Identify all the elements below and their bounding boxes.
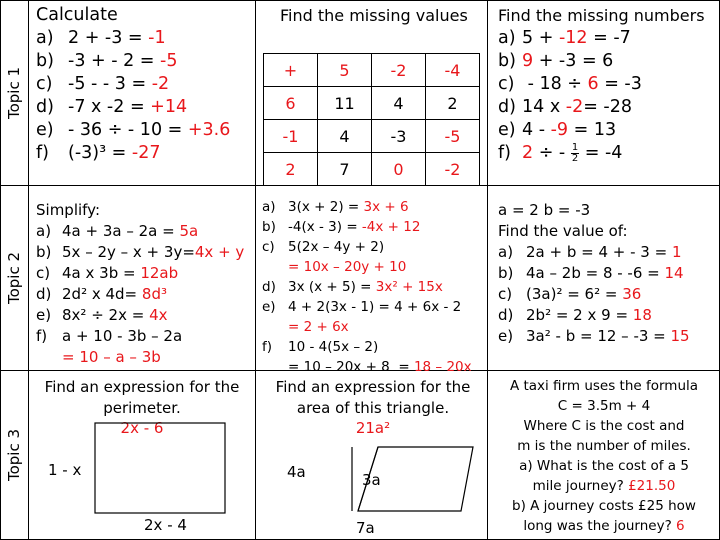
item-question: (3a)² = 6² = (526, 285, 623, 303)
taxi-text: a) What is the cost of a 5 (519, 458, 689, 474)
item-question: 5(2x – 4y + 2) (288, 239, 385, 255)
item-question: 8x² ÷ 2x = (62, 306, 150, 324)
table-cell: 11 (318, 87, 372, 120)
table-cell: -1 (264, 120, 318, 153)
item-label: b) (262, 219, 276, 235)
item-label: f) (498, 143, 511, 163)
item-answer: -2 (151, 74, 170, 94)
item-question: 3x (x + 5) = (288, 279, 376, 295)
item-label: e) (498, 327, 514, 345)
taxi-line (490, 396, 718, 416)
parallelogram-bottom-label: 7a (356, 519, 375, 537)
taxi-text: Where C is the cost and (523, 418, 685, 434)
table-cell: -4 (426, 54, 480, 87)
item-question: 3(x + 2) = (288, 199, 364, 215)
taxi-answer: £21.50 (628, 478, 676, 494)
item-question: - 36 ÷ - 10 = (68, 120, 188, 140)
item-label: f) (262, 339, 273, 355)
rectangle-side-label: 1 - x (48, 461, 82, 479)
item-label: b) (36, 243, 52, 261)
item-question: -3 + - 2 = (68, 51, 161, 71)
item-label: c) (498, 74, 515, 94)
item-label: d) (262, 279, 276, 295)
parallelogram-height-label: 3a (362, 471, 381, 489)
item-question: 10 - 4(5x – 2) (288, 339, 379, 355)
taxi-text: C = 3.5m + 4 (557, 398, 651, 414)
item-answer: 18 (632, 306, 652, 324)
taxi-text: long was the journey? (523, 518, 677, 534)
item-label: f) (36, 327, 48, 345)
item-answer: 5a (179, 222, 199, 240)
item-part: = 13 (568, 120, 617, 140)
table-cell: 4 (372, 87, 426, 120)
item-answer: 3x² + 15x (375, 279, 443, 295)
item-question: 4 + 2(3x - 1) = 4 + 6x - 2 (288, 299, 462, 315)
item-question: 4a – 2b = 8 - -6 = (526, 264, 665, 282)
fraction-denominator: 2 (571, 152, 579, 164)
taxi-text: m is the number of miles. (517, 438, 691, 454)
item-part: ÷ - (533, 143, 571, 163)
item-question: 4a + 3a – 2a = (62, 222, 180, 240)
item-question: = 10 – 20x + 8 = (288, 359, 414, 375)
item-label: a) (36, 28, 54, 48)
item-label: c) (36, 264, 51, 282)
item-answer: 14 (664, 264, 684, 282)
item-part: 4 - (522, 120, 551, 140)
item-answer: 1 (671, 243, 682, 261)
item-answer: -27 (131, 143, 161, 163)
item-question: 3a² - b = 12 – -3 = (526, 327, 671, 345)
table-cell: 6 (264, 87, 318, 120)
item-label: d) (36, 285, 52, 303)
item-answer: 8d³ (141, 285, 167, 303)
item-answer: -1 (148, 28, 166, 48)
table-cell: -2 (426, 153, 480, 186)
row-label-topic-1: Topic 1 (5, 66, 24, 119)
item-answer: 18 – 20x (413, 359, 472, 375)
item-question: 2 + -3 = (68, 28, 149, 48)
missing-values-title: Find the missing values (280, 6, 468, 25)
item-question: 5x – 2y – x + 3y= (62, 243, 195, 261)
item-question: 2a + b = 4 + - 3 = (526, 243, 672, 261)
item-label: c) (36, 74, 53, 94)
taxi-question (490, 376, 718, 536)
item-question: a + 10 - 3b – 2a (62, 327, 183, 345)
item-label: a) (262, 199, 276, 215)
table-cell: 5 (318, 54, 372, 87)
item-question: (-3)³ = (68, 143, 132, 163)
item-part: = -28 (583, 97, 633, 117)
item-answer: 4x (149, 306, 168, 324)
calculate-title: Calculate (36, 5, 118, 25)
item-answer: 6 (587, 74, 599, 94)
item-label: c) (498, 285, 513, 303)
table-cell: -5 (426, 120, 480, 153)
item-question: 2d² x 4d= (62, 285, 142, 303)
item-label: d) (36, 97, 54, 117)
perimeter-question-line2: perimeter. (103, 399, 181, 417)
item-answer: = 10x – 20y + 10 (288, 259, 407, 275)
item-part: 14 x (522, 97, 566, 117)
taxi-line (490, 476, 718, 496)
table-cell: -2 (372, 54, 426, 87)
table-cell: 2 (264, 153, 318, 186)
item-answer: 2 (522, 143, 534, 163)
substitution-title: Find the value of: (498, 222, 628, 240)
simplify-f-answer: = 10 – a – 3b (62, 348, 161, 366)
taxi-line (490, 416, 718, 436)
item-label: d) (498, 97, 516, 117)
table-cell: 0 (372, 153, 426, 186)
table-cell: + (264, 54, 318, 87)
item-part: - 18 ÷ (522, 74, 588, 94)
item-question: -5 - - 3 = (68, 74, 152, 94)
item-answer: 36 (622, 285, 642, 303)
item-label: a) (36, 222, 52, 240)
parallelogram-left-label: 4a (287, 463, 306, 481)
taxi-text: mile journey? (532, 478, 629, 494)
item-answer: 3x + 6 (363, 199, 409, 215)
item-answer: -2 (565, 97, 584, 117)
item-answer: -9 (550, 120, 569, 140)
item-question: 2b² = 2 x 9 = (526, 306, 633, 324)
item-part: = -4 (579, 143, 623, 163)
item-label: b) (36, 51, 54, 71)
item-answer: -4x + 12 (361, 219, 421, 235)
item-answer: = 2 + 6x (288, 319, 349, 335)
item-part: = -3 (598, 74, 642, 94)
missing-numbers-title: Find the missing numbers (498, 6, 705, 25)
area-answer: 21a² (355, 419, 391, 437)
item-label: e) (498, 120, 516, 140)
item-part: + -3 = 6 (533, 51, 614, 71)
row-label-topic-3: Topic 3 (5, 428, 24, 482)
item-part: 5 + (522, 28, 559, 48)
item-answer: +3.6 (187, 120, 231, 140)
item-label: e) (262, 299, 276, 315)
item-answer: -5 (160, 51, 178, 71)
item-answer: 4x + y (194, 243, 245, 261)
perimeter-question-line1: Find an expression for the (44, 378, 240, 396)
rectangle-bottom-label: 2x - 4 (144, 516, 187, 534)
item-answer: +14 (150, 97, 188, 117)
area-question-line2: area of this triangle. (296, 399, 450, 417)
substitution-given: a = 2 b = -3 (498, 201, 591, 219)
item-answer: 15 (670, 327, 690, 345)
table-cell: -3 (372, 120, 426, 153)
item-question: 4a x 3b = (62, 264, 141, 282)
item-label: a) (498, 243, 514, 261)
table-cell: 7 (318, 153, 372, 186)
row-label-topic-2: Topic 2 (5, 251, 24, 304)
item-label: c) (262, 239, 275, 255)
item-label: b) (498, 51, 516, 71)
item-answer: 9 (522, 51, 534, 71)
item-answer: 12ab (140, 264, 179, 282)
taxi-line (490, 376, 718, 396)
item-label: f) (36, 143, 49, 163)
item-question: -7 x -2 = (68, 97, 151, 117)
item-label: e) (36, 120, 54, 140)
taxi-line (490, 436, 718, 456)
item-part: = -7 (587, 28, 631, 48)
table-cell: 2 (426, 87, 480, 120)
item-label: a) (498, 28, 516, 48)
taxi-line (490, 496, 718, 516)
item-label: b) (498, 264, 514, 282)
taxi-line (490, 456, 718, 476)
taxi-text: b) A journey costs £25 how (512, 498, 696, 514)
table-cell: 4 (318, 120, 372, 153)
item-question: -4(x - 3) = (288, 219, 362, 235)
simplify-title: Simplify: (36, 201, 101, 219)
taxi-text: A taxi firm uses the formula (509, 378, 699, 394)
taxi-line (490, 516, 718, 536)
perimeter-answer: 2x - 6 (120, 419, 164, 437)
area-question-line1: Find an expression for the (275, 378, 471, 396)
fraction-numerator: 1 (571, 141, 579, 153)
item-label: e) (36, 306, 52, 324)
taxi-answer: 6 (676, 518, 685, 534)
item-label: d) (498, 306, 514, 324)
item-answer: -12 (558, 28, 588, 48)
